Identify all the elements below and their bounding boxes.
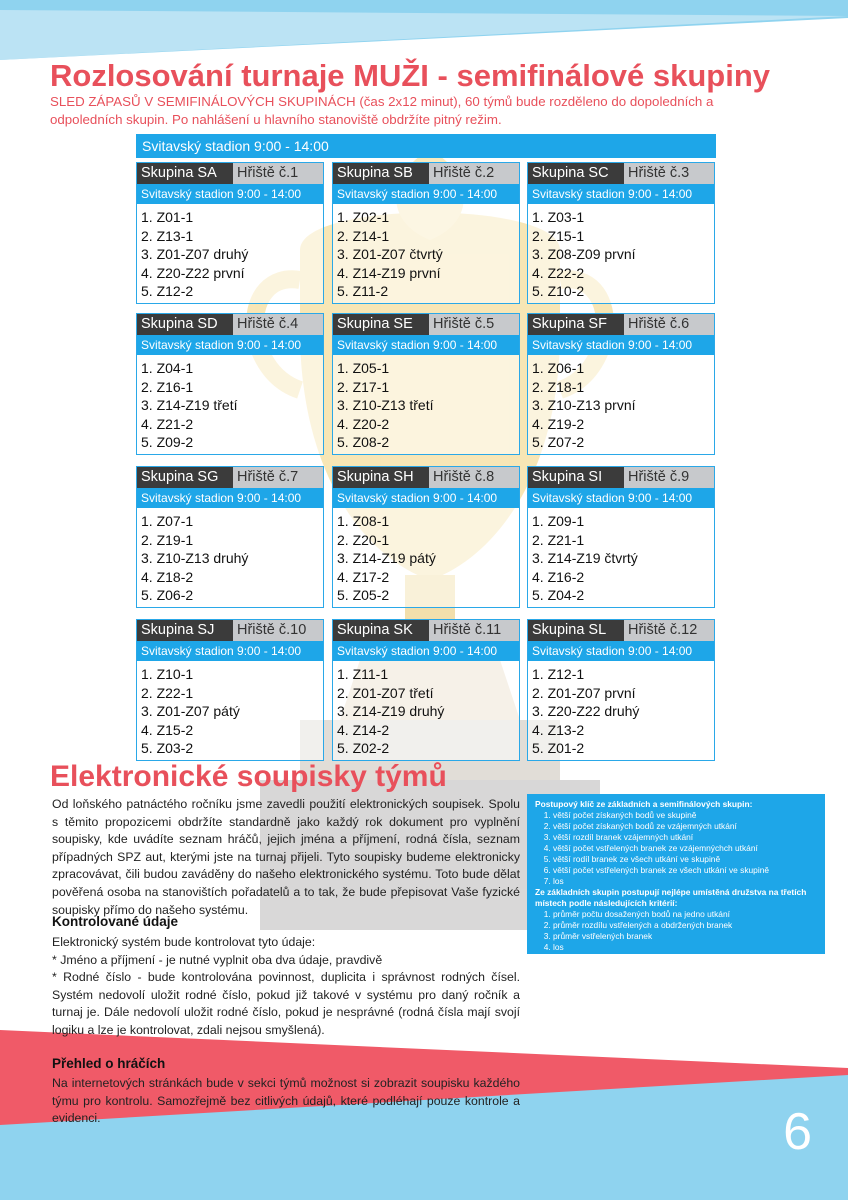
match-item: 1. Z01-1 — [141, 209, 194, 225]
match-item: 5. Z04-2 — [532, 587, 585, 604]
group-card — [332, 619, 520, 761]
intro-paragraph: Od loňského patnáctého ročníku jsme zavedli použití elektronických soupisek. Spolu s těmito propozicemi obdržíte standardně jako každý rok dokument pro vyplnění soupisky, kde uvádíte seznam hráčů, jejich jména a příjmení, rodná čísla, seznam případných SPZ aut, kterými jste na turnaj přijeli. Tyto soupisky budeme elektronicky zpracovávat, čili budou zaváděny do našeho elektronického systému. Toto bude dělat pověřená osoba na stanovištích pořadatelů a to tak, že bude přepisovat Vaše fyzické soupisky přímo do našeho systému. — [52, 797, 520, 917]
group-field: Hřiště č.7 — [233, 467, 323, 488]
stadium-header: Svitavský stadion 9:00 - 14:00 — [136, 134, 716, 158]
match-item: 4. Z20-Z22 první — [141, 264, 245, 281]
key-item: 2. průměr rozdílu vstřelených a obdržených branek — [553, 920, 817, 931]
match-item: 5. Z02-2 — [337, 740, 390, 757]
match-item: 2. Z19-1 — [141, 531, 194, 548]
key-item: 3. průměr vstřelených branek — [553, 931, 817, 942]
match-item: 3. Z14-Z19 čtvrtý — [532, 550, 638, 567]
group-name: Skupina SA — [137, 163, 233, 184]
match-item: 2. Z22-1 — [141, 684, 194, 701]
key-item: 5. větší rodíl branek ze všech utkání ve skupině — [553, 854, 817, 865]
match-item: 5. Z12-2 — [141, 283, 194, 300]
match-item: 1. Z05-1 — [337, 360, 390, 376]
match-item: 1. Z07-1 — [141, 513, 194, 529]
group-header — [333, 620, 519, 641]
group-venue: Svitavský stadion 9:00 - 14:00 — [137, 641, 323, 661]
match-item: 3. Z08-Z09 první — [532, 246, 636, 263]
group-field: Hřiště č.6 — [624, 314, 714, 335]
key-item: 1. větší počet získaných bodů ve skupině — [553, 810, 817, 821]
group-name: Skupina SF — [528, 314, 624, 335]
match-item: 5. Z06-2 — [141, 587, 194, 604]
match-item: 1. Z10-1 — [141, 666, 194, 682]
group-header — [528, 163, 714, 184]
page-subtitle: SLED ZÁPASŮ V SEMIFINÁLOVÝCH SKUPINÁCH (čas 2x12 minut), 60 týmů bude rozděleno do dopoledních a odpoledních skupin. Po nahlášení u hlavního stanoviště obdržíte pitný režim. — [50, 94, 714, 127]
match-list — [528, 661, 714, 758]
group-name: Skupina SB — [333, 163, 429, 184]
match-item: 1. Z08-1 — [337, 513, 390, 529]
match-list — [528, 508, 714, 605]
match-list — [137, 661, 323, 758]
key-item: 4. los — [553, 942, 817, 953]
group-header — [137, 163, 323, 184]
key-item: 1. průměr počtu dosažených bodů na jedno utkání — [553, 909, 817, 920]
match-item: 1. Z11-1 — [337, 666, 389, 682]
key-item: 3. větší rozdíl branek vzájemných utkání — [553, 832, 817, 843]
group-card — [136, 466, 324, 608]
group-field: Hřiště č.3 — [624, 163, 714, 184]
match-item: 4. Z21-2 — [141, 415, 194, 432]
advancement-key-box — [527, 794, 825, 954]
match-item: 2. Z15-1 — [532, 227, 585, 244]
key-list-2 — [535, 909, 817, 953]
group-name: Skupina SG — [137, 467, 233, 488]
match-item: 4. Z20-2 — [337, 415, 390, 432]
group-card — [136, 313, 324, 455]
match-item: 2. Z01-Z07 třetí — [337, 684, 434, 701]
key-item: 6. větší počet vstřelených branek ze všech utkání ve skupině — [553, 865, 817, 876]
page-number: 6 — [783, 1103, 812, 1161]
match-item: 1. Z03-1 — [532, 209, 585, 225]
match-item: 2. Z14-1 — [337, 227, 390, 244]
controlled-text — [52, 934, 520, 1040]
group-field: Hřiště č.2 — [429, 163, 519, 184]
match-item: 1. Z09-1 — [532, 513, 585, 529]
match-item: 4. Z19-2 — [532, 415, 585, 432]
key-list-1 — [535, 810, 817, 887]
controlled-line: * Jméno a příjmení - je nutné vyplnit oba dva údaje, pravdivě — [52, 952, 383, 967]
group-card — [332, 313, 520, 455]
group-name: Skupina SK — [333, 620, 429, 641]
match-list — [333, 508, 519, 605]
match-list — [137, 204, 323, 301]
page-title: Rozlosování turnaje MUŽI - semifinálové skupiny — [50, 58, 771, 93]
group-venue: Svitavský stadion 9:00 - 14:00 — [333, 335, 519, 355]
match-item: 4. Z14-2 — [337, 721, 390, 738]
match-list — [137, 508, 323, 605]
group-venue: Svitavský stadion 9:00 - 14:00 — [528, 488, 714, 508]
match-list — [333, 661, 519, 758]
match-item: 1. Z02-1 — [337, 209, 390, 225]
group-venue: Svitavský stadion 9:00 - 14:00 — [528, 641, 714, 661]
match-list — [333, 204, 519, 301]
top-light-wedge — [0, 10, 848, 60]
group-header — [528, 620, 714, 641]
match-item: 4. Z14-Z19 první — [337, 264, 441, 281]
match-item: 5. Z03-2 — [141, 740, 194, 757]
group-field: Hřiště č.12 — [624, 620, 714, 641]
group-card — [527, 466, 715, 608]
match-item: 4. Z15-2 — [141, 721, 194, 738]
group-name: Skupina SJ — [137, 620, 233, 641]
group-header — [333, 467, 519, 488]
match-item: 4. Z16-2 — [532, 568, 585, 585]
group-venue: Svitavský stadion 9:00 - 14:00 — [333, 488, 519, 508]
match-item: 3. Z01-Z07 čtvrtý — [337, 246, 443, 263]
group-name: Skupina SL — [528, 620, 624, 641]
match-item: 5. Z08-2 — [337, 434, 390, 451]
group-field: Hřiště č.9 — [624, 467, 714, 488]
match-list — [333, 355, 519, 452]
match-item: 2. Z13-1 — [141, 227, 194, 244]
match-item: 5. Z01-2 — [532, 740, 585, 757]
match-item: 3. Z14-Z19 druhý — [337, 703, 445, 720]
group-name: Skupina SC — [528, 163, 624, 184]
match-item: 4. Z18-2 — [141, 568, 194, 585]
match-item: 3. Z10-Z13 druhý — [141, 550, 249, 567]
group-field: Hřiště č.10 — [233, 620, 323, 641]
group-venue: Svitavský stadion 9:00 - 14:00 — [333, 184, 519, 204]
match-item: 2. Z17-1 — [337, 378, 390, 395]
group-header — [528, 467, 714, 488]
group-field: Hřiště č.8 — [429, 467, 519, 488]
match-item: 2. Z20-1 — [337, 531, 390, 548]
controlled-line: Elektronický systém bude kontrolovat tyto údaje: — [52, 935, 316, 949]
group-header — [137, 467, 323, 488]
group-header — [137, 620, 323, 641]
group-name: Skupina SI — [528, 467, 624, 488]
match-item: 3. Z01-Z07 pátý — [141, 703, 240, 720]
match-item: 3. Z10-Z13 první — [532, 397, 636, 414]
controlled-line: * Rodné číslo - bude kontrolována povinnost, duplicita i správnost rodných čísel. Systém nedovolí uložit rodné číslo, pokud již takové v systému pro daný ročník a turnaj je. Dále nedovolí uložit rodné číslo, pokud je nesprávné (rodná čísla mají svojí logiku a lze je kontrolovat, zdali nejsou smyšlená). — [52, 970, 520, 1037]
match-item: 1. Z04-1 — [141, 360, 194, 376]
match-list — [137, 355, 323, 452]
group-venue: Svitavský stadion 9:00 - 14:00 — [528, 335, 714, 355]
match-item: 3. Z14-Z19 pátý — [337, 550, 436, 567]
match-item: 3. Z10-Z13 třetí — [337, 397, 434, 414]
group-venue: Svitavský stadion 9:00 - 14:00 — [137, 488, 323, 508]
group-name: Skupina SE — [333, 314, 429, 335]
group-header — [528, 314, 714, 335]
group-card — [136, 162, 324, 304]
match-item: 1. Z12-1 — [532, 666, 585, 682]
match-item: 5. Z07-2 — [532, 434, 585, 451]
key-item: 2. větší počet získaných bodů ze vzájemných utkání — [553, 821, 817, 832]
group-card — [332, 466, 520, 608]
group-card — [527, 619, 715, 761]
key-heading-1: Postupový klíč ze základních a semifinálových skupin: — [535, 799, 753, 809]
group-venue: Svitavský stadion 9:00 - 14:00 — [333, 641, 519, 661]
match-item: 3. Z14-Z19 třetí — [141, 397, 238, 414]
group-name: Skupina SH — [333, 467, 429, 488]
group-field: Hřiště č.5 — [429, 314, 519, 335]
group-field: Hřiště č.4 — [233, 314, 323, 335]
group-card — [527, 313, 715, 455]
group-header — [333, 163, 519, 184]
group-venue: Svitavský stadion 9:00 - 14:00 — [137, 335, 323, 355]
key-item: 7. los — [553, 876, 817, 887]
players-text: Na internetových stránkách bude v sekci týmů možnost si zobrazit soupisku každého týmu pro kontrolu. Samozřejmě bez citlivých údajů, které podléhají pouze kontrole a evidenci. — [52, 1076, 520, 1126]
group-venue: Svitavský stadion 9:00 - 14:00 — [528, 184, 714, 204]
match-item: 5. Z05-2 — [337, 587, 390, 604]
group-field: Hřiště č.11 — [429, 620, 519, 641]
match-item: 2. Z01-Z07 první — [532, 684, 636, 701]
key-item: 4. větší počet vstřelených branek ze vzájemnýchch utkání — [553, 843, 817, 854]
group-header — [333, 314, 519, 335]
group-card — [332, 162, 520, 304]
match-item: 3. Z01-Z07 druhý — [141, 246, 249, 263]
group-name: Skupina SD — [137, 314, 233, 335]
players-heading: Přehled o hráčích — [52, 1056, 166, 1071]
key-heading-2: Ze základních skupin postupují nejlépe umístěná družstva na třetích místech podle následujících kritérií: — [535, 887, 807, 908]
group-card — [527, 162, 715, 304]
match-item: 5. Z09-2 — [141, 434, 194, 451]
match-item: 4. Z17-2 — [337, 568, 390, 585]
group-header — [137, 314, 323, 335]
match-item: 4. Z13-2 — [532, 721, 585, 738]
match-item: 5. Z11-2 — [337, 283, 389, 300]
group-venue: Svitavský stadion 9:00 - 14:00 — [137, 184, 323, 204]
match-item: 4. Z22-2 — [532, 264, 585, 281]
controlled-heading: Kontrolované údaje — [52, 914, 179, 929]
match-item: 2. Z18-1 — [532, 378, 585, 395]
group-card — [136, 619, 324, 761]
group-field: Hřiště č.1 — [233, 163, 323, 184]
match-list — [528, 204, 714, 301]
match-item: 2. Z21-1 — [532, 531, 585, 548]
match-item: 1. Z06-1 — [532, 360, 585, 376]
match-item: 5. Z10-2 — [532, 283, 585, 300]
match-item: 2. Z16-1 — [141, 378, 194, 395]
match-list — [528, 355, 714, 452]
section-title: Elektronické soupisky týmů — [50, 760, 447, 793]
match-item: 3. Z20-Z22 druhý — [532, 703, 640, 720]
